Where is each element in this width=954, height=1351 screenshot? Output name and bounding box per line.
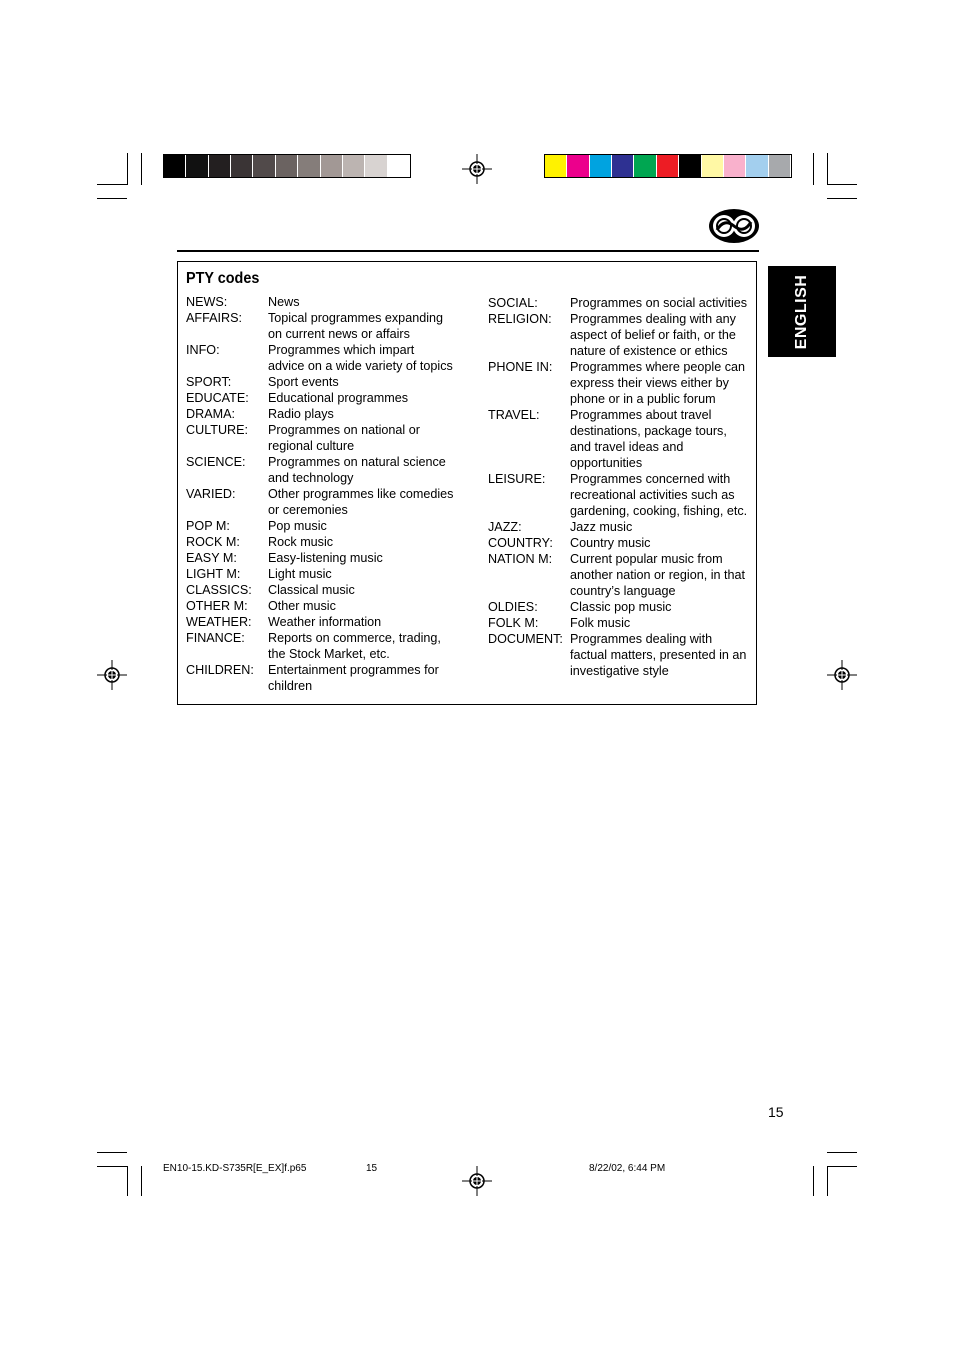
pty-code: INFO: (186, 343, 220, 357)
process-color-bar (544, 154, 792, 178)
pty-description-line: Entertainment programmes for (268, 663, 439, 677)
pty-description (268, 294, 476, 310)
pty-entry (186, 598, 476, 614)
color-swatch (679, 155, 701, 177)
crop-mark (813, 153, 814, 185)
crop-mark (827, 198, 857, 199)
pty-description-line: factual matters, presented in an (570, 648, 747, 662)
pty-description-line: Radio plays (268, 407, 334, 421)
pty-code: EASY M: (186, 551, 237, 565)
pty-code: COUNTRY: (488, 536, 553, 550)
color-swatch (276, 155, 298, 177)
pty-description (268, 454, 476, 486)
page-number: 15 (768, 1104, 784, 1120)
pty-description-line: Other programmes like comedies (268, 487, 454, 501)
pty-description (570, 535, 753, 551)
pty-description (268, 630, 476, 662)
pty-entry (488, 295, 753, 311)
pty-description-line: aspect of belief or faith, or the (570, 328, 736, 342)
pty-description-line: and travel ideas and (570, 440, 684, 454)
pty-description-line: Programmes dealing with any (570, 312, 736, 326)
pty-entry (186, 566, 476, 582)
pty-code: DRAMA: (186, 407, 235, 421)
pty-description-line: nature of existence or ethics (570, 344, 728, 358)
pty-description-line: Classic pop music (570, 600, 672, 614)
crop-mark (827, 153, 828, 185)
pty-description (268, 598, 476, 614)
pty-entry (186, 422, 476, 454)
pty-right-column (488, 295, 753, 679)
pty-description (268, 374, 476, 390)
pty-code: PHONE IN: (488, 360, 553, 374)
pty-description-line: children (268, 679, 313, 693)
color-swatch (567, 155, 589, 177)
pty-description-line: Pop music (268, 519, 327, 533)
pty-description-line: Sport events (268, 375, 339, 389)
pty-entry (488, 407, 753, 471)
pty-entry (186, 406, 476, 422)
pty-code: OTHER M: (186, 599, 248, 613)
color-swatch (612, 155, 634, 177)
pty-description (268, 566, 476, 582)
footer-timestamp: 8/22/02, 6:44 PM (589, 1163, 666, 1174)
pty-description-line: Programmes on social activities (570, 296, 748, 310)
pty-description-line: Programmes where people can (570, 360, 746, 374)
pty-entry (488, 359, 753, 407)
pty-description-line: and technology (268, 471, 354, 485)
crop-mark (97, 1152, 127, 1153)
pty-description-line: regional culture (268, 439, 355, 453)
pty-code: JAZZ: (488, 520, 522, 534)
crop-mark (127, 1166, 128, 1196)
pty-description (570, 359, 753, 407)
header-rule (177, 250, 759, 252)
crop-mark (97, 184, 127, 185)
crop-mark (827, 1152, 857, 1153)
pty-entry (488, 471, 753, 519)
pty-description (268, 342, 476, 374)
registration-mark-icon (97, 660, 127, 690)
color-swatch (365, 155, 387, 177)
pty-code: SCIENCE: (186, 455, 246, 469)
color-swatch (164, 155, 186, 177)
pty-description (570, 295, 753, 311)
pty-code: ROCK M: (186, 535, 240, 549)
pty-description (570, 599, 753, 615)
color-swatch (634, 155, 656, 177)
pty-description-line: Programmes dealing with (570, 632, 713, 646)
pty-entry (186, 294, 476, 310)
pty-description-line: Programmes concerned with (570, 472, 731, 486)
pty-entry (186, 390, 476, 406)
pty-description-line: opportunities (570, 456, 643, 470)
pty-description-line: Rock music (268, 535, 334, 549)
color-swatch (746, 155, 768, 177)
pty-entry (186, 582, 476, 598)
language-tab-label: ENGLISH (793, 274, 810, 349)
color-swatch (186, 155, 208, 177)
color-swatch (590, 155, 612, 177)
pty-entry (186, 550, 476, 566)
pty-code: SPORT: (186, 375, 232, 389)
pty-description (268, 662, 476, 694)
registration-mark-icon (462, 1166, 492, 1196)
crop-mark (97, 198, 127, 199)
pty-description (268, 390, 476, 406)
pty-description (268, 614, 476, 630)
pty-entry (488, 599, 753, 615)
pty-code: VARIED: (186, 487, 236, 501)
pty-description-line: Reports on commerce, trading, (268, 631, 441, 645)
pty-code: CULTURE: (186, 423, 249, 437)
color-swatch (388, 155, 410, 177)
pty-description (570, 519, 753, 535)
crop-mark (127, 153, 128, 185)
color-swatch (343, 155, 365, 177)
pty-description (570, 311, 753, 359)
pty-description-line: Educational programmes (268, 391, 409, 405)
pty-description-line: Country music (570, 536, 651, 550)
pty-description-line: Programmes on natural science (268, 455, 446, 469)
pty-description (268, 486, 476, 518)
registration-mark-icon (462, 154, 492, 184)
pty-description (268, 550, 476, 566)
pty-description-line: Topical programmes expanding (268, 311, 444, 325)
radio-section-icon (708, 208, 760, 244)
pty-description-line: express their views either by (570, 376, 729, 390)
pty-entry (186, 630, 476, 662)
pty-description-line: recreational activities such as (570, 488, 735, 502)
pty-description-line: another nation or region, in that (570, 568, 746, 582)
pty-entry (186, 454, 476, 486)
pty-entry (488, 631, 753, 679)
pty-entry (488, 519, 753, 535)
pty-description (570, 551, 753, 599)
color-swatch (231, 155, 253, 177)
crop-mark (827, 184, 857, 185)
pty-description (570, 615, 753, 631)
color-swatch (253, 155, 275, 177)
pty-entry (186, 518, 476, 534)
pty-code: OLDIES: (488, 600, 538, 614)
pty-description (268, 406, 476, 422)
color-swatch (702, 155, 724, 177)
pty-description-line: on current news or affairs (268, 327, 410, 341)
pty-description (268, 534, 476, 550)
color-swatch (209, 155, 231, 177)
pty-code: POP M: (186, 519, 230, 533)
crop-mark (97, 1166, 127, 1167)
pty-description-line: country’s language (570, 584, 676, 598)
language-tab (768, 266, 836, 357)
pty-description-line: Programmes which impart (268, 343, 415, 357)
pty-code: DOCUMENT: (488, 632, 563, 646)
pty-description (268, 518, 476, 534)
footer-filename: EN10-15.KD-S735R[E_EX]f.p65 (163, 1163, 307, 1174)
pty-description (570, 407, 753, 471)
pty-code: AFFAIRS: (186, 311, 242, 325)
pty-code: WEATHER: (186, 615, 252, 629)
pty-description-line: Current popular music from (570, 552, 723, 566)
color-swatch (321, 155, 343, 177)
pty-description-line: News (268, 295, 300, 309)
color-swatch (298, 155, 320, 177)
color-swatch (769, 155, 791, 177)
pty-description (570, 471, 753, 519)
pty-description-line: phone or in a public forum (570, 392, 716, 406)
pty-entry (186, 374, 476, 390)
pty-entry (186, 614, 476, 630)
pty-description-line: Weather information (268, 615, 382, 629)
color-swatch (724, 155, 746, 177)
pty-entry (488, 535, 753, 551)
pty-codes-panel (177, 261, 757, 705)
crop-mark (141, 153, 142, 185)
pty-description-line: advice on a wide variety of topics (268, 359, 453, 373)
pty-description-line: Folk music (570, 616, 631, 630)
pty-code: CLASSICS: (186, 583, 252, 597)
pty-entry (488, 311, 753, 359)
pty-entry (488, 615, 753, 631)
pty-code: FINANCE: (186, 631, 245, 645)
pty-description (570, 631, 753, 679)
pty-description-line: investigative style (570, 664, 669, 678)
pty-description-line: Programmes on national or (268, 423, 420, 437)
pty-code: LIGHT M: (186, 567, 241, 581)
pty-code: RELIGION: (488, 312, 552, 326)
pty-left-column (186, 294, 476, 694)
pty-description-line: Easy-listening music (268, 551, 383, 565)
pty-code: CHILDREN: (186, 663, 254, 677)
grayscale-color-bar (163, 154, 411, 178)
pty-description-line: the Stock Market, etc. (268, 647, 390, 661)
pty-code: NEWS: (186, 295, 228, 309)
crop-mark (813, 1166, 814, 1196)
crop-mark (827, 1166, 828, 1196)
pty-description (268, 422, 476, 454)
pty-entry (186, 486, 476, 518)
pty-description-line: gardening, cooking, fishing, etc. (570, 504, 748, 518)
pty-code: NATION M: (488, 552, 553, 566)
color-swatch (657, 155, 679, 177)
pty-description (268, 582, 476, 598)
registration-mark-icon (827, 660, 857, 690)
section-title: PTY codes (186, 270, 260, 287)
pty-description-line: or ceremonies (268, 503, 348, 517)
crop-mark (141, 1166, 142, 1196)
pty-description-line: Other music (268, 599, 336, 613)
pty-code: FOLK M: (488, 616, 539, 630)
pty-code: LEISURE: (488, 472, 546, 486)
pty-code: TRAVEL: (488, 408, 540, 422)
pty-entry (186, 662, 476, 694)
pty-entry (186, 310, 476, 342)
pty-description-line: Light music (268, 567, 332, 581)
color-swatch (545, 155, 567, 177)
footer-page: 15 (366, 1163, 378, 1174)
pty-code: EDUCATE: (186, 391, 249, 405)
pty-description-line: Jazz music (570, 520, 633, 534)
pty-code: SOCIAL: (488, 296, 538, 310)
pty-description (268, 310, 476, 342)
crop-mark (827, 1166, 857, 1167)
pty-entry (186, 534, 476, 550)
pty-description-line: destinations, package tours, (570, 424, 727, 438)
pty-description-line: Classical music (268, 583, 355, 597)
pty-description-line: Programmes about travel (570, 408, 712, 422)
pty-entry (488, 551, 753, 599)
pty-entry (186, 342, 476, 374)
